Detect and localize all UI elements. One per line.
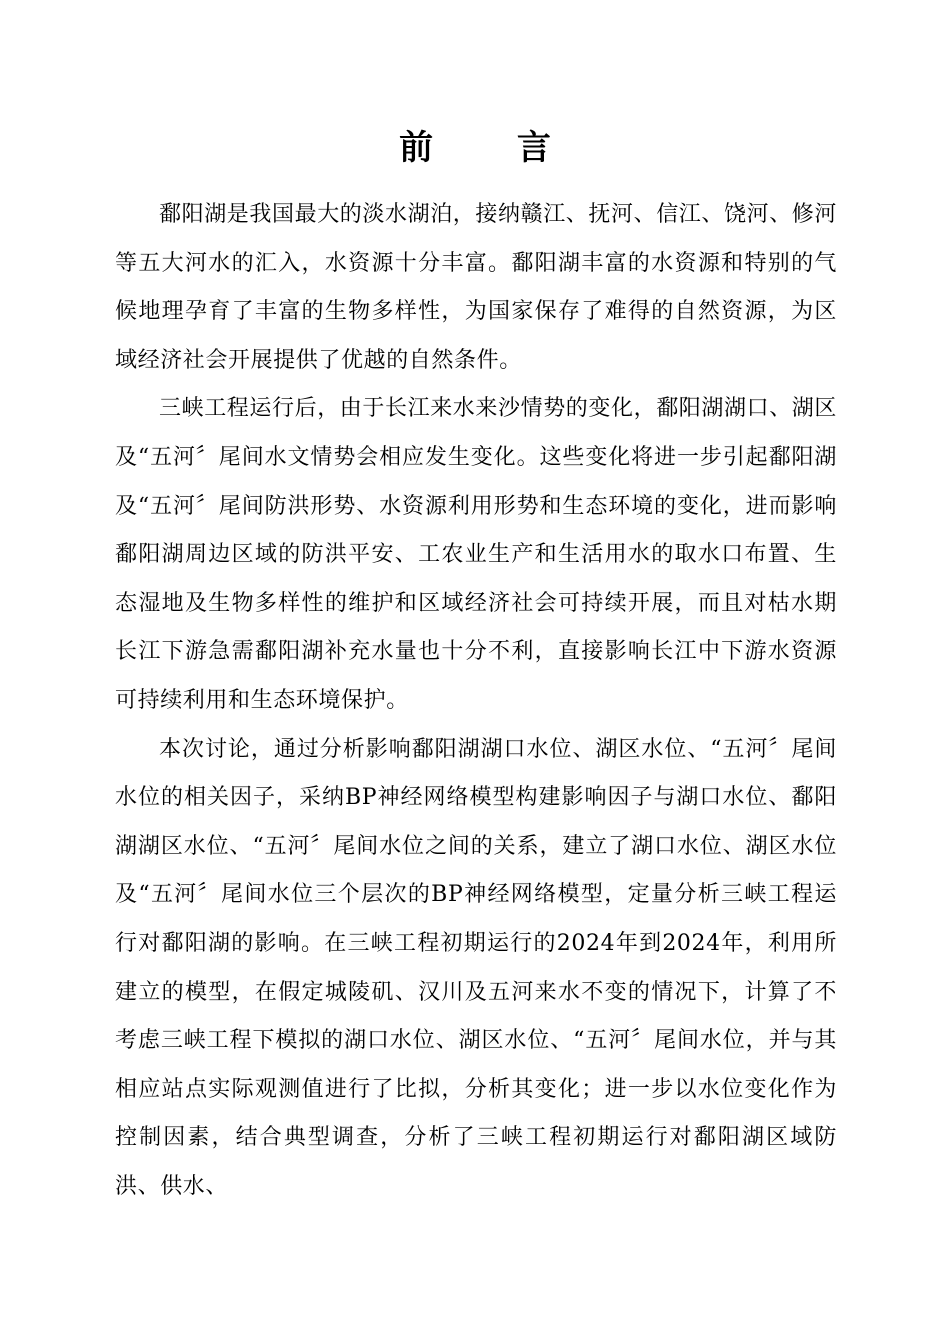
body-text [115, 191, 837, 1211]
paragraph-2: 三峡工程运行后，由于长江来水来沙情势的变化，鄱阳湖湖口、湖区及“五河〞尾间水文情势会相应发生变化。这些变化将进一步引起鄱阳湖及“五河〞尾间防洪形势、水资源利用形势和生态环境的变化，进而影响鄱阳湖周边区域的防洪平安、工农业生产和生活用水的取水口布置、生态湿地及生物多样性的维护和区域经济社会可持续开展，而且对枯水期长江下游急需鄱阳湖补充水量也十分不利，直接影响长江中下游水资源可持续利用和生态环境保护。 [115, 396, 838, 713]
paragraph-1: 鄱阳湖是我国最大的淡水湖泊，接纳赣江、抚河、信江、饶河、修河等五大河水的汇入，水资源十分丰富。鄱阳湖丰富的水资源和特别的气候地理孕育了丰富的生物多样性，为国家保存了难得的自然资源，为区域经济社会开展提供了优越的自然条件。 [115, 202, 838, 373]
paragraph-3: 本次讨论，通过分析影响鄱阳湖湖口水位、湖区水位、“五河〞尾间水位的相关因子，采纳BP神经网络模型构建影响因子与湖口水位、鄱阳湖湖区水位、“五河〞尾间水位之间的关系，建立了湖口水位、湖区水位及“五河〞尾间水位三个层次的BP神经网络模型，定量分析三峡工程运行对鄱阳湖的影响。在三峡工程初期运行的2024年到2024年，利用所建立的模型，在假定城陵矶、汉川及五河来水不变的情况下，计算了不考虑三峡工程下模拟的湖口水位、湖区水位、“五河〞尾间水位，并与其相应站点实际观测值进行了比拟，分析其变化；进一步以水位变化作为控制因素，结合典型调查，分析了三峡工程初期运行对鄱阳湖区域防洪、供水、 [115, 736, 837, 1199]
page-title: 前 言 [399, 128, 587, 168]
